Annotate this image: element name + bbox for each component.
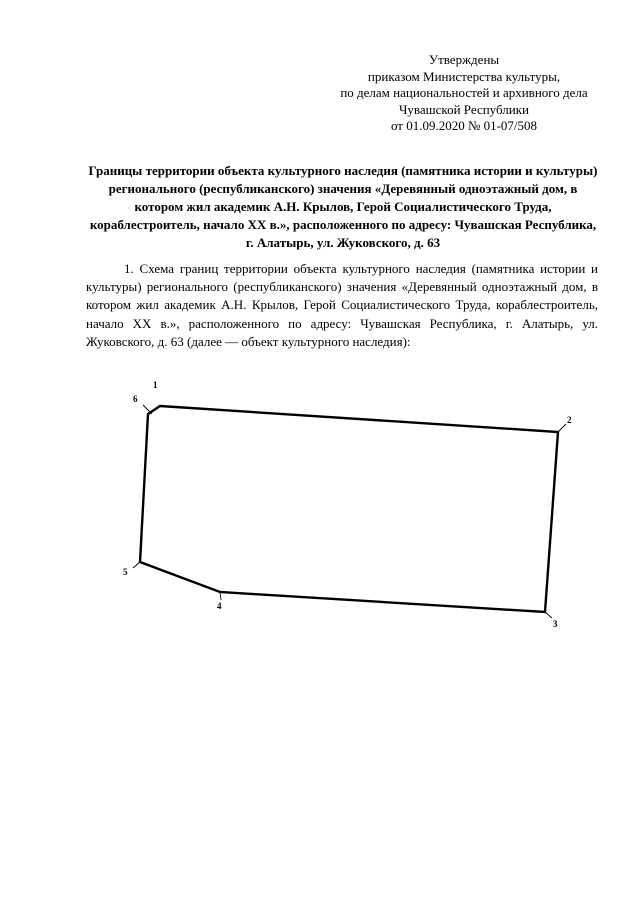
boundary-tick <box>220 592 221 600</box>
approval-line: от 01.09.2020 № 01-07/508 <box>390 118 538 133</box>
point-label-6: 6 <box>133 394 138 404</box>
approval-line: Чувашской Республики <box>398 101 530 117</box>
approval-line: по делам национальностей и архивного дела <box>340 85 588 100</box>
point-label-3: 3 <box>553 619 558 629</box>
point-label-1: 1 <box>153 380 158 390</box>
document-title: Границы территории объекта культурного наследия (памятника истории и культуры) регионального (республиканского) значения «Деревянный одноэтажный дом, в котором жил академик А.Н. Крылов, Герой Социалистического Труда, кораблестроитель, начало XX в.», расположенного по адресу: Чувашская Республика, г. Алатырь, ул. Жуковского, д. 63 <box>88 163 598 250</box>
point-label-5: 5 <box>123 567 128 577</box>
boundary-tick <box>558 424 566 432</box>
approval-line: Утверждены <box>428 52 500 67</box>
approval-block <box>320 52 608 135</box>
boundary-tick <box>545 612 552 618</box>
point-label-2: 2 <box>567 415 572 425</box>
boundary-tick <box>143 405 152 414</box>
boundary-outline <box>140 406 558 612</box>
approval-line: приказом Министерства культуры, <box>367 68 561 84</box>
boundary-tick <box>133 562 140 568</box>
point-label-4: 4 <box>217 601 222 611</box>
scheme-description: 1. Схема границ территории объекта культурного наследия (памятника истории и культуры) регионального (республиканского) значения «Деревянный одноэтажный дом, в котором жил академик А.Н. Крылов, Герой Социалистического Труда, кораблестроитель, начало XX в.», расположенного по адресу: Чувашская Республика, г. Алатырь, ул. Жуковского, д. 63 (далее — объект культурного наследия): <box>86 261 598 349</box>
